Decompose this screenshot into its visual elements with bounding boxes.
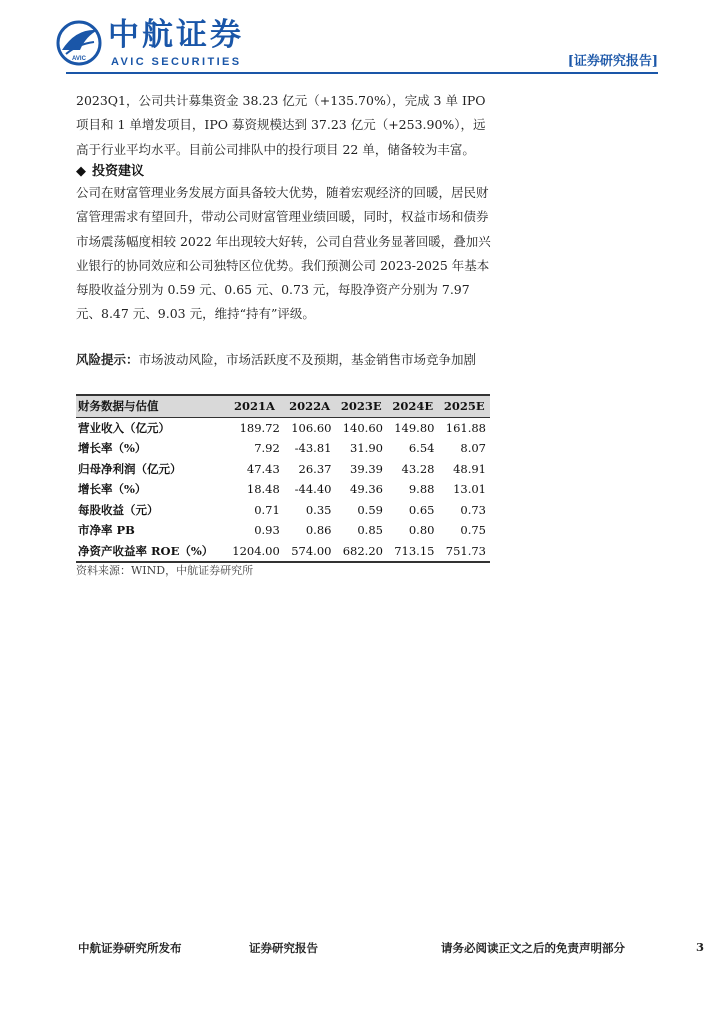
table-cell: 0.35	[305, 502, 332, 517]
brand-name-en: AVIC SECURITIES	[111, 56, 242, 68]
table-cell: -44.40	[294, 482, 332, 497]
table-cell: 8.07	[460, 441, 486, 456]
table-cell: 39.39	[350, 461, 383, 476]
table-cell: 26.37	[298, 461, 332, 476]
ipo-paragraph: 2023Q1，公司共计募集资金 38.23 亿元（+135.70%），完成 3 单 IPO 项目和 1 单增发项目，IPO 募资规模达到 37.23 亿元（+253.90%），远高于行业平均水平。目前公司排队中的投行项目 22 单，储备较为丰富。	[76, 93, 486, 157]
row-label: 市净率 PB	[78, 523, 135, 538]
table-cell: 713.15	[387, 541, 439, 563]
investment-advice-paragraph: 公司在财富管理业务发展方面具备较大优势，随着宏观经济的回暖，居民财富管理需求有望回升，带动公司财富管理业绩回暖，同时，权益市场和债券市场震荡幅度相较 2022 年出现较大好转，公司自营业务显著回暖，叠加兴业银行的协同效应和公司独特区位优势。我们预测公司 2023-2025 年基本每股收益分别为 0.59 元、0.65 元、0.73 元，每股净资产分别为 7.97 元、8.47 元、9.03 元，维持“持有”评级。	[76, 185, 491, 322]
table-cell: 43.28	[401, 461, 435, 476]
avic-logo-icon	[56, 20, 102, 66]
logo-badge-text: AVIC	[72, 56, 86, 62]
table-header-cell: 2024E	[387, 395, 439, 417]
footer-disclaimer-note: 请务必阅读正文之后的免责声明部分	[441, 941, 625, 955]
table-header-row	[76, 395, 490, 417]
financial-table	[76, 394, 490, 563]
table-cell: 0.71	[254, 502, 280, 517]
footer-publisher: 中航证券研究所发布	[78, 941, 182, 955]
table-cell: 0.93	[254, 523, 280, 538]
risk-label: 风险提示：	[76, 352, 139, 367]
table-cell: 140.60	[342, 420, 383, 435]
table-cell: 574.00	[284, 541, 336, 563]
section-title-text: 投资建议	[92, 164, 145, 179]
table-cell: 189.72	[239, 420, 280, 435]
table-cell: 13.01	[453, 482, 486, 497]
table-row	[76, 520, 490, 541]
table-header-cell: 2023E	[335, 395, 387, 417]
table-cell: 9.88	[408, 482, 435, 497]
table-cell: 0.86	[305, 523, 332, 538]
table-cell: 149.80	[394, 420, 435, 435]
table-cell: 0.59	[357, 502, 383, 517]
table-source-note: 资料来源：WIND，中航证券研究所	[76, 564, 254, 577]
table-header-cell: 财务数据与估值	[76, 395, 225, 417]
table-cell: 106.60	[291, 420, 332, 435]
risk-warning	[76, 350, 516, 368]
table-cell: 161.88	[445, 420, 486, 435]
table-cell: 0.73	[460, 502, 486, 517]
header-divider	[66, 72, 658, 74]
table-cell: 48.91	[453, 461, 486, 476]
table-cell: 0.75	[460, 523, 486, 538]
risk-text: 市场波动风险，市场活跃度不及预期，基金销售市场竞争加剧	[138, 352, 477, 367]
row-label: 归母净利润（亿元）	[78, 461, 182, 476]
table-cell: -43.81	[294, 441, 332, 456]
table-cell: 682.20	[335, 541, 387, 563]
table-cell: 31.90	[350, 441, 383, 456]
table-row	[76, 500, 490, 521]
table-row	[76, 459, 490, 480]
table-cell: 1204.00	[225, 541, 284, 563]
row-label: 每股收益（元）	[78, 502, 159, 517]
row-label: 增长率（%）	[78, 482, 147, 497]
table-cell: 6.54	[408, 441, 435, 456]
table-cell: 0.65	[408, 502, 435, 517]
table-row	[76, 438, 490, 459]
page-header	[0, 0, 724, 80]
row-label: 净资产收益率 ROE（%）	[76, 541, 225, 563]
table-header-cell: 2021A	[225, 395, 284, 417]
section-title	[76, 160, 144, 179]
table-cell: 0.80	[408, 523, 435, 538]
table-header-cell: 2025E	[438, 395, 490, 417]
table-row	[76, 479, 490, 500]
table-row	[76, 417, 490, 438]
table-header-cell: 2022A	[284, 395, 336, 417]
table-cell: 49.36	[350, 482, 383, 497]
table-cell: 0.85	[357, 523, 383, 538]
table-cell: 7.92	[254, 441, 280, 456]
brand-name-cn: 中航证券	[108, 17, 244, 53]
footer-report-type: 证券研究报告	[249, 941, 318, 955]
table-row	[76, 541, 490, 563]
table-cell: 751.73	[438, 541, 490, 563]
page-number: 3	[696, 940, 705, 954]
row-label: 增长率（%）	[78, 441, 147, 456]
row-label: 营业收入（亿元）	[78, 420, 170, 435]
page-footer	[0, 940, 724, 960]
report-type-tag: [证券研究报告]	[567, 54, 658, 69]
table-cell: 18.48	[246, 482, 280, 497]
diamond-bullet-icon: ◆	[76, 164, 86, 179]
table-cell: 47.43	[246, 461, 280, 476]
